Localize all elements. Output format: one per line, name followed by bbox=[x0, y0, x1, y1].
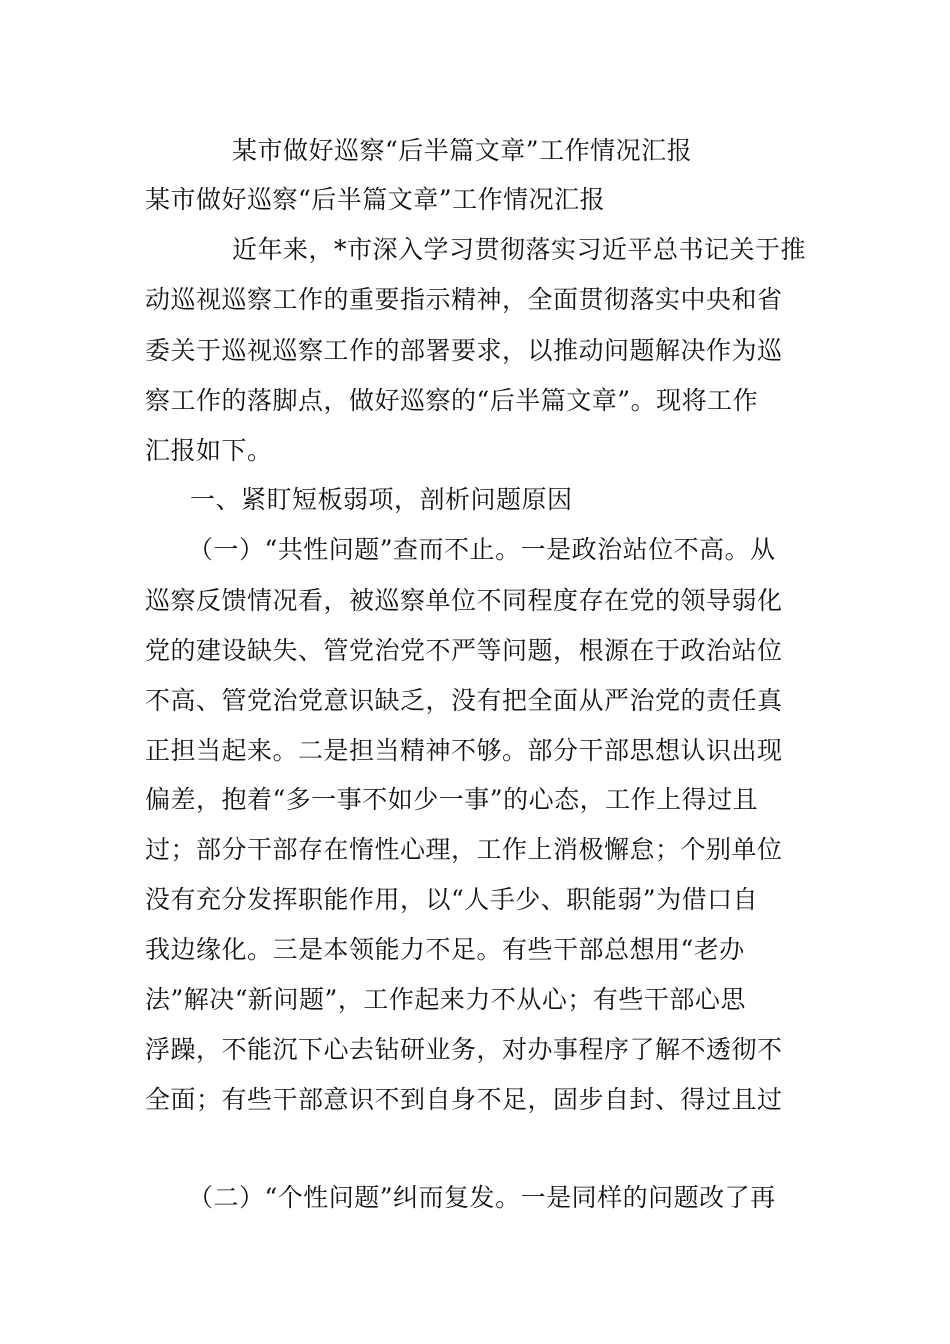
intro-line: 委关于巡视巡察工作的部署要求，以推动问题解决作为巡 bbox=[145, 336, 783, 365]
paragraph-line: 正担当起来。二是担当精神不够。部分干部思想认识出现 bbox=[145, 736, 783, 765]
paragraph-line: 党的建设缺失、管党治党不严等问题，根源在于政治站位 bbox=[145, 636, 783, 665]
paragraph-line: 全面；有些干部意识不到自身不足，固步自封、得过且过 bbox=[145, 1085, 783, 1114]
document-title: 某市做好巡察“后半篇文章”工作情况汇报 bbox=[232, 136, 693, 165]
paragraph-line: 没有充分发挥职能作用，以“人手少、职能弱”为借口自 bbox=[145, 885, 759, 914]
paragraph-line: 不高、管党治党意识缺乏，没有把全面从严治党的责任真 bbox=[145, 686, 783, 715]
intro-line: 汇报如下。 bbox=[145, 436, 273, 465]
paragraph-line: 浮躁，不能沉下心去钻研业务，对办事程序了解不透彻不 bbox=[145, 1035, 783, 1064]
paragraph-line: 偏差，抱着“多一事不如少一事”的心态，工作上得过且 bbox=[145, 785, 759, 814]
document-subtitle: 某市做好巡察“后半篇文章”工作情况汇报 bbox=[145, 185, 606, 214]
paragraph-line: （二）“个性问题”纠而复发。一是同样的问题改了再 bbox=[188, 1183, 776, 1212]
paragraph-line: （一）“共性问题”查而不止。一是政治站位不高。从 bbox=[188, 535, 776, 564]
intro-line: 动巡视巡察工作的重要指示精神，全面贯彻落实中央和省 bbox=[145, 285, 783, 314]
paragraph-line: 法”解决“新问题”，工作起来力不从心；有些干部心思 bbox=[145, 985, 746, 1014]
paragraph-line: 我边缘化。三是本领能力不足。有些干部总想用“老办 bbox=[145, 935, 745, 964]
intro-line: 近年来，*市深入学习贯彻落实习近平总书记关于推 bbox=[232, 235, 807, 264]
paragraph-line: 过；部分干部存在惰性心理，工作上消极懈怠；个别单位 bbox=[145, 835, 783, 864]
intro-line: 察工作的落脚点，做好巡察的“后半篇文章”。现将工作 bbox=[145, 386, 759, 415]
paragraph-line: 巡察反馈情况看，被巡察单位不同程度存在党的领导弱化 bbox=[145, 586, 783, 615]
section-heading: 一、紧盯短板弱项，剖析问题原因 bbox=[190, 485, 573, 514]
